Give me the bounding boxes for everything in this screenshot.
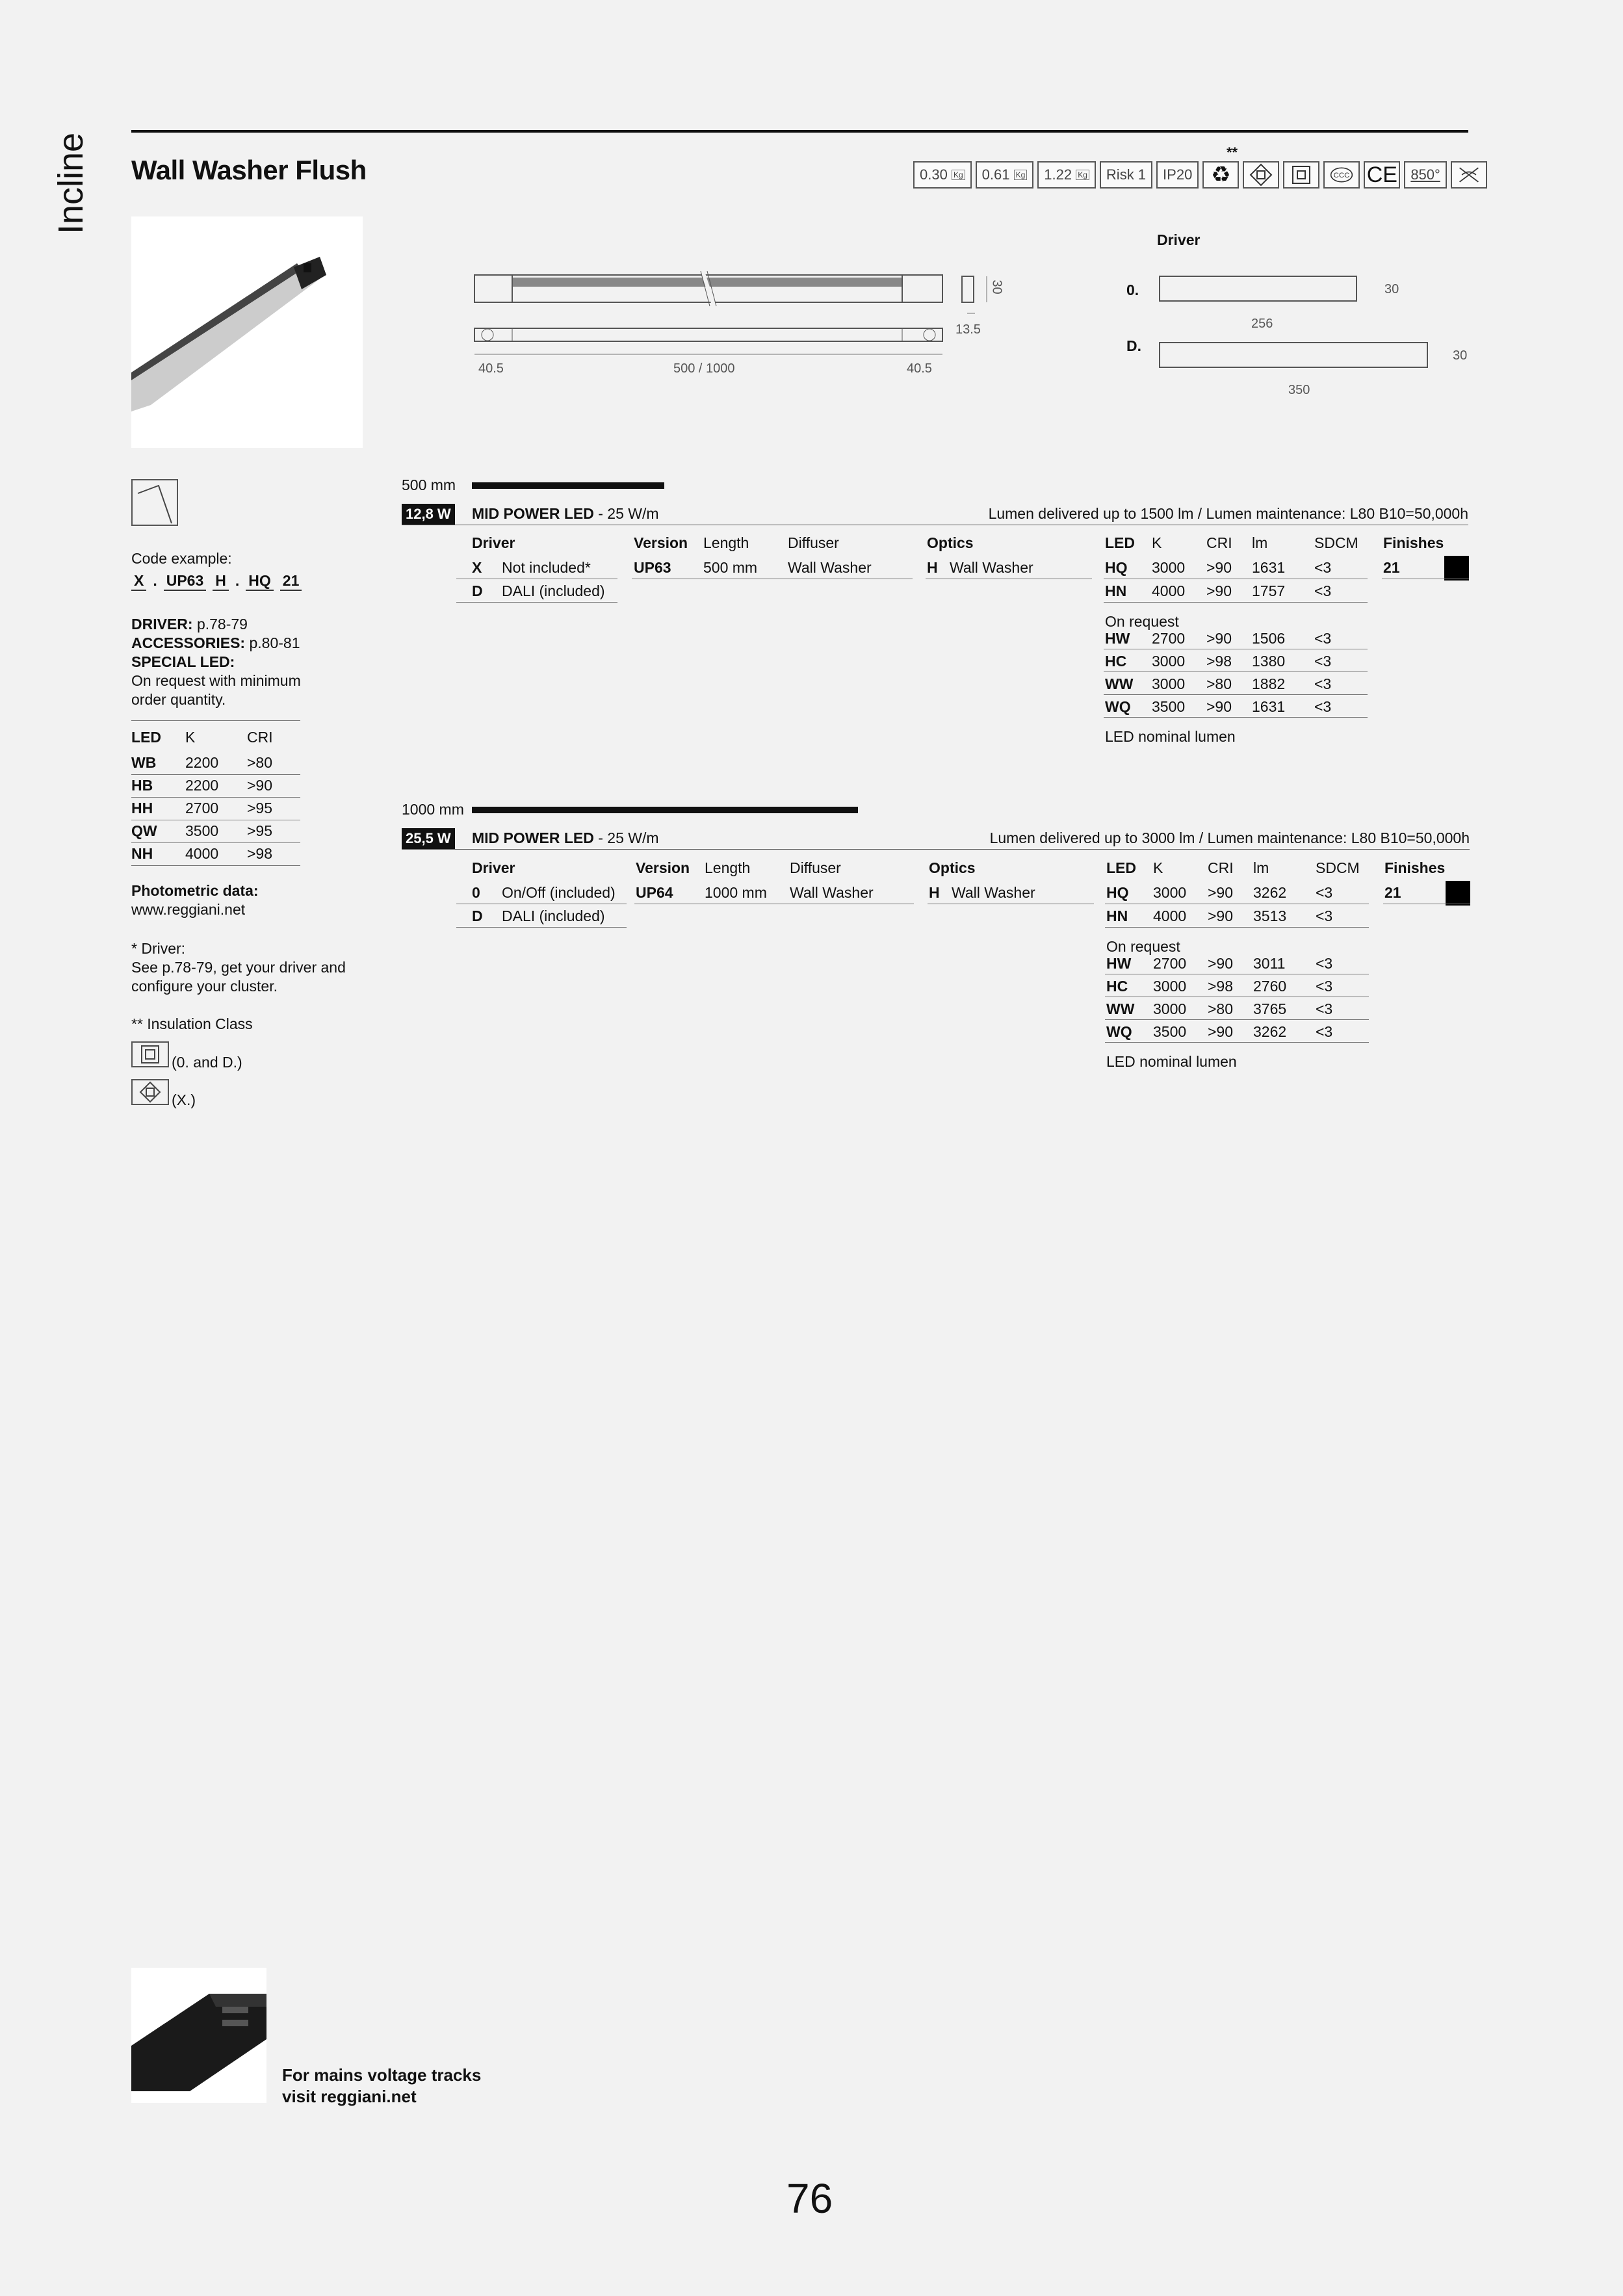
weight-icon: Kg bbox=[1014, 170, 1028, 180]
header-rule bbox=[131, 130, 1468, 133]
driver-code-d: D. bbox=[1126, 337, 1141, 354]
length-bar bbox=[472, 807, 858, 813]
ip-badge: IP20 bbox=[1156, 161, 1199, 189]
header-diffuser: Diffuser bbox=[788, 534, 839, 551]
header-cri: CRI bbox=[1208, 859, 1234, 876]
on-request-label: On request bbox=[1106, 938, 1180, 955]
code-separator: . bbox=[153, 572, 157, 589]
insulation-stars: ** bbox=[1227, 144, 1238, 161]
diffuser-value: Wall Washer bbox=[790, 884, 874, 901]
track-photo bbox=[131, 1968, 266, 2103]
weight-badge-2: 0.61 Kg bbox=[976, 161, 1034, 189]
special-led-text-1: On request with minimum bbox=[131, 672, 301, 689]
profile-icon bbox=[131, 479, 178, 526]
led-type: MID POWER LED - 25 W/m bbox=[472, 505, 659, 522]
ccc-mark-icon bbox=[1323, 161, 1360, 189]
accessories-reference: ACCESSORIES: p.80-81 bbox=[131, 634, 300, 651]
page-title: Wall Washer Flush bbox=[131, 155, 367, 185]
finish-code: 21 bbox=[1383, 559, 1400, 576]
header-version: Version bbox=[636, 859, 690, 876]
track-text-1: For mains voltage tracks bbox=[282, 2065, 482, 2085]
insulation-class-2-icon bbox=[131, 1079, 169, 1105]
header-led: LED bbox=[1106, 859, 1136, 876]
ce-mark-icon: CE bbox=[1364, 161, 1400, 189]
diffuser-value: Wall Washer bbox=[788, 559, 872, 576]
code-part-led: HQ bbox=[246, 572, 274, 591]
dim-middle: 500 / 1000 bbox=[673, 361, 735, 376]
track-text-2[interactable]: visit reggiani.net bbox=[282, 2087, 417, 2106]
weight-badge-1: 0.30 Kg bbox=[913, 161, 972, 189]
driver-length-d: 350 bbox=[1288, 383, 1310, 397]
photometric-label: Photometric data: bbox=[131, 882, 259, 899]
certification-badges bbox=[913, 161, 1487, 190]
product-photo bbox=[131, 216, 363, 448]
weight-icon: Kg bbox=[1076, 170, 1089, 180]
header-sdcm: SDCM bbox=[1316, 859, 1360, 876]
led-type: MID POWER LED - 25 W/m bbox=[472, 829, 659, 846]
header-k: K bbox=[1153, 859, 1163, 876]
led-table-header-k: K bbox=[185, 729, 196, 746]
code-part-version: UP63 bbox=[164, 572, 207, 591]
driver-reference: DRIVER: p.78-79 bbox=[131, 616, 248, 633]
driver-note-1: * Driver: bbox=[131, 940, 186, 957]
photometric-link[interactable]: www.reggiani.net bbox=[131, 901, 246, 918]
header-finishes: Finishes bbox=[1384, 859, 1446, 876]
special-led-text-2: order quantity. bbox=[131, 691, 226, 708]
side-section-title bbox=[51, 130, 90, 234]
dim-depth: 13.5 bbox=[955, 322, 981, 337]
code-separator: . bbox=[235, 572, 240, 589]
header-driver: Driver bbox=[472, 859, 515, 876]
driver-code-0: 0. bbox=[1126, 281, 1139, 298]
header-lm: lm bbox=[1253, 859, 1269, 876]
on-request-label: On request bbox=[1105, 613, 1179, 630]
section-length-label: 1000 mm bbox=[402, 801, 464, 818]
section-rule bbox=[402, 849, 1470, 850]
driver-drawing-title: Driver bbox=[1157, 231, 1201, 248]
header-optics: Optics bbox=[929, 859, 976, 876]
header-sdcm: SDCM bbox=[1314, 534, 1358, 551]
side-title-text: Incline bbox=[51, 132, 90, 234]
insulation-class-b-text: (X.) bbox=[172, 1091, 196, 1108]
dim-left: 40.5 bbox=[478, 361, 504, 376]
header-length: Length bbox=[705, 859, 751, 876]
insulation-class-a-text: (0. and D.) bbox=[172, 1054, 242, 1071]
weight-badge-3: 1.22 Kg bbox=[1037, 161, 1096, 189]
glow-wire-badge: 850° bbox=[1404, 161, 1447, 189]
header-version: Version bbox=[634, 534, 688, 551]
code-part-finish: 21 bbox=[280, 572, 302, 591]
wattage-badge: 12,8 W bbox=[402, 504, 455, 525]
led-table-top-rule bbox=[131, 720, 300, 721]
code-part-driver: X bbox=[131, 572, 146, 591]
dim-right: 40.5 bbox=[907, 361, 932, 376]
length-value: 500 mm bbox=[703, 559, 758, 576]
insulation-class-icon bbox=[131, 1041, 169, 1067]
recycle-icon: ♻ bbox=[1202, 161, 1239, 189]
driver-note-2: See p.78-79, get your driver and bbox=[131, 959, 346, 976]
insulation-class-icon bbox=[1283, 161, 1319, 189]
insulation-class-label: ** Insulation Class bbox=[131, 1015, 253, 1032]
optics-value: Wall Washer bbox=[952, 884, 1035, 901]
version-value: UP64 bbox=[636, 884, 673, 901]
nominal-lumen-note: LED nominal lumen bbox=[1106, 1053, 1237, 1070]
optics-value: Wall Washer bbox=[950, 559, 1033, 576]
optics-code: H bbox=[927, 559, 938, 576]
header-length: Length bbox=[703, 534, 749, 551]
dim-height: 30 bbox=[989, 280, 1004, 294]
driver-box-0 bbox=[1159, 276, 1357, 302]
code-part-optics: H bbox=[213, 572, 229, 591]
special-led-label: SPECIAL LED: bbox=[131, 653, 235, 670]
led-table-header-cri: CRI bbox=[247, 729, 273, 746]
length-value: 1000 mm bbox=[705, 884, 767, 901]
nominal-lumen-note: LED nominal lumen bbox=[1105, 728, 1236, 745]
driver-height-0: 30 bbox=[1384, 282, 1399, 296]
page-number: 76 bbox=[786, 2175, 833, 2222]
length-bar bbox=[472, 482, 664, 489]
lumen-note: Lumen delivered up to 3000 lm / Lumen maintenance: L80 B10=50,000h bbox=[989, 829, 1470, 846]
no-insulation-cover-icon bbox=[1451, 161, 1487, 189]
code-example-label: Code example: bbox=[131, 550, 232, 567]
driver-height-d: 30 bbox=[1453, 348, 1468, 363]
driver-note-3: configure your cluster. bbox=[131, 978, 278, 995]
wattage-badge: 25,5 W bbox=[402, 828, 455, 849]
version-value: UP63 bbox=[634, 559, 671, 576]
code-example bbox=[131, 572, 302, 591]
driver-box-d bbox=[1159, 342, 1428, 368]
finish-code: 21 bbox=[1384, 884, 1401, 901]
header-lm: lm bbox=[1252, 534, 1268, 551]
header-cri: CRI bbox=[1206, 534, 1232, 551]
finish-swatch-black bbox=[1446, 881, 1470, 906]
driver-length-0: 256 bbox=[1251, 317, 1273, 331]
risk-badge: Risk 1 bbox=[1100, 161, 1152, 189]
header-optics: Optics bbox=[927, 534, 974, 551]
finish-swatch-black bbox=[1444, 556, 1469, 581]
optics-code: H bbox=[929, 884, 940, 901]
header-k: K bbox=[1152, 534, 1162, 551]
insulation-class-2-icon bbox=[1243, 161, 1279, 189]
section-length-label: 500 mm bbox=[402, 476, 456, 493]
header-finishes: Finishes bbox=[1383, 534, 1444, 551]
header-led: LED bbox=[1105, 534, 1135, 551]
weight-icon: Kg bbox=[952, 170, 965, 180]
header-driver: Driver bbox=[472, 534, 515, 551]
led-table-header-led: LED bbox=[131, 729, 161, 746]
header-diffuser: Diffuser bbox=[790, 859, 841, 876]
lumen-note: Lumen delivered up to 1500 lm / Lumen maintenance: L80 B10=50,000h bbox=[988, 505, 1468, 522]
svg-text:CCC: CCC bbox=[1333, 172, 1350, 180]
